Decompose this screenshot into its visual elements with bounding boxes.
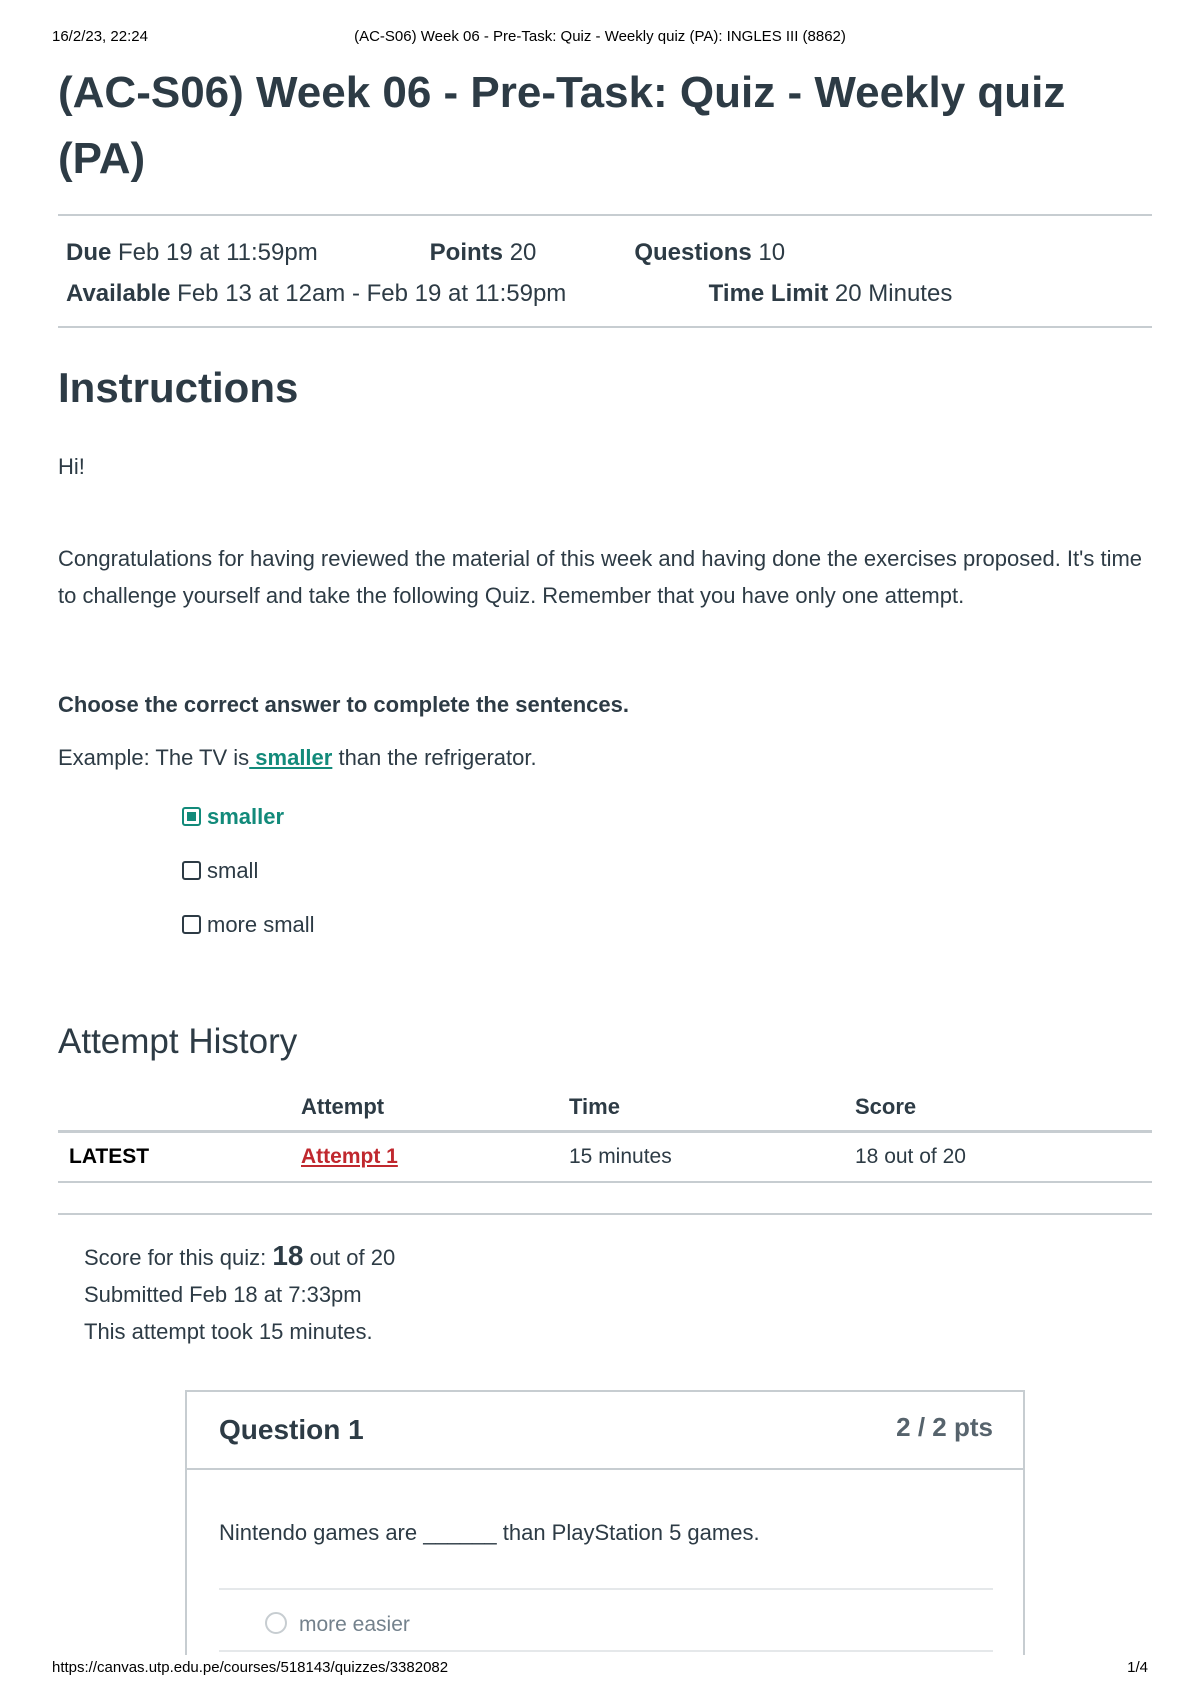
print-date: 16/2/23, 22:24	[52, 28, 148, 45]
example-option-small	[58, 844, 1152, 898]
question-header	[187, 1392, 1023, 1470]
details-row-1	[66, 232, 1144, 273]
question-points: 2 / 2 pts	[896, 1412, 993, 1442]
due-value: Feb 19 at 11:59pm	[118, 239, 318, 266]
column-header-attempt: Attempt	[290, 1084, 558, 1132]
instructions-heading: Instructions	[58, 364, 299, 411]
option-label: smaller	[207, 804, 285, 829]
details-row-2	[66, 273, 1144, 314]
time-limit-value: 20 Minutes	[834, 280, 953, 307]
due-detail	[66, 232, 423, 273]
empty-box-icon	[182, 915, 201, 934]
checked-box-icon	[182, 807, 201, 826]
greeting-text: Hi!	[58, 454, 85, 479]
instructions-paragraph: Congratulations for having reviewed the material of this week and having done the exercises proposed. It's time to challenge yourself and take the following Quiz. Remember that you have only one attempt.	[58, 546, 1143, 608]
answer-label: more easier	[299, 1613, 410, 1636]
points-detail	[430, 232, 628, 273]
score-suffix: out of 20	[303, 1245, 396, 1270]
quiz-score-line	[84, 1237, 1152, 1276]
column-header-score: Score	[844, 1084, 1152, 1132]
page-url: https://canvas.utp.edu.pe/courses/518143/quizzes/3382082	[52, 1659, 449, 1676]
time-limit-label: Time Limit	[708, 280, 829, 307]
example-option-smaller	[58, 790, 1152, 844]
option-label: small	[207, 858, 259, 883]
quiz-title: (AC-S06) Week 06 - Pre-Task: Quiz - Weekly quiz (PA)	[58, 68, 1066, 183]
points-label: Points	[429, 239, 504, 266]
attempt-duration-line: This attempt took 15 minutes.	[84, 1319, 373, 1344]
answer-option[interactable]	[265, 1612, 410, 1637]
page-number: 1/4	[1127, 1659, 1148, 1676]
option-label: more small	[207, 912, 315, 937]
print-header	[52, 28, 1148, 48]
print-footer	[52, 1659, 1148, 1679]
score-cell: 18 out of 20	[844, 1132, 1152, 1183]
attempt-history-heading: Attempt History	[58, 1022, 298, 1061]
time-cell: 15 minutes	[558, 1132, 844, 1183]
questions-value: 10	[758, 239, 786, 266]
latest-badge: LATEST	[58, 1132, 290, 1183]
attempt-cell	[290, 1132, 558, 1183]
due-label: Due	[66, 239, 112, 266]
question-title: Question 1	[219, 1414, 364, 1445]
attempt-history-table	[58, 1084, 1152, 1183]
score-summary	[58, 1237, 1152, 1350]
questions-detail	[634, 232, 785, 273]
choose-instruction: Choose the correct answer to complete the sentences.	[58, 692, 629, 717]
table-header-row	[58, 1084, 1152, 1132]
available-value: Feb 13 at 12am - Feb 19 at 11:59pm	[177, 280, 567, 307]
question-card	[185, 1390, 1025, 1655]
empty-box-icon	[182, 861, 201, 880]
main-content	[58, 60, 1152, 1350]
column-header-time: Time	[558, 1084, 844, 1132]
score-prefix: Score for this quiz:	[84, 1245, 273, 1270]
example-sentence	[58, 739, 1152, 776]
questions-label: Questions	[634, 239, 752, 266]
quiz-details	[58, 216, 1152, 326]
points-value: 20	[509, 239, 537, 266]
radio-icon	[265, 1612, 287, 1634]
available-detail	[66, 273, 702, 314]
table-row	[58, 1132, 1152, 1183]
score-value: 18	[272, 1240, 304, 1271]
submitted-line: Submitted Feb 18 at 7:33pm	[84, 1282, 362, 1307]
example-option-more-small	[58, 898, 1152, 952]
answer-divider	[219, 1650, 993, 1652]
attempt-1-link[interactable]: Attempt 1	[301, 1145, 398, 1168]
print-document-title: (AC-S06) Week 06 - Pre-Task: Quiz - Weekly quiz (PA): INGLES III (8862)	[354, 28, 846, 45]
available-label: Available	[66, 280, 171, 307]
column-header	[58, 1084, 290, 1132]
time-limit-detail	[709, 273, 953, 314]
example-answer: smaller	[249, 745, 333, 770]
answer-divider	[219, 1588, 993, 1590]
example-suffix: than the refrigerator.	[332, 745, 537, 770]
question-text: Nintendo games are ______ than PlayStation 5 games.	[219, 1520, 760, 1545]
example-prefix: Example: The TV is	[58, 745, 250, 770]
divider	[58, 326, 1152, 328]
